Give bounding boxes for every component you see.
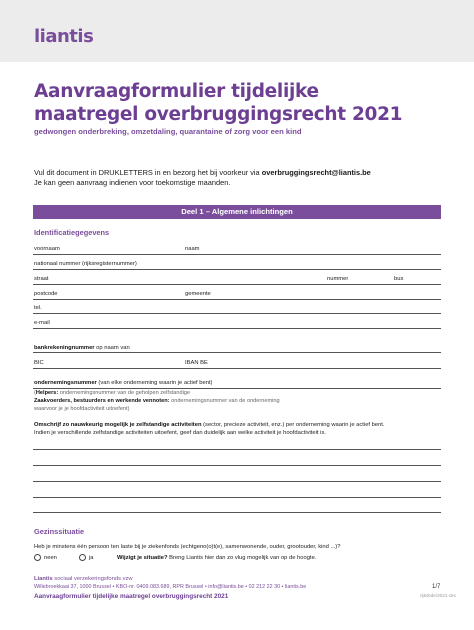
page-title [34, 80, 454, 126]
field-line-address[interactable] [33, 284, 441, 285]
label-ondernemingsnummer [34, 380, 213, 386]
footer-doc-title: Aanvraagformulier tijdelijke maatregel overbruggingsrecht 2021 [34, 593, 229, 600]
label-rijksregisternummer: nationaal nummer (rijksregisternummer) [34, 261, 137, 267]
footer-org-text: sociaal verzekeringsfonds vzw [52, 576, 133, 582]
title-line-1: Aanvraagformulier tijdelijke [34, 81, 319, 102]
field-line-bic-iban[interactable] [33, 368, 441, 369]
field-line-tel[interactable] [33, 313, 441, 314]
ondernemingsnummer-bold: ondernemingsnummer [34, 380, 97, 386]
section-1-header: Deel 1 – Algemene inlichtingen [33, 205, 441, 219]
footer-address: Willebroekkaai 37, 1000 Brussel • KBO-nr. 0409.083.689, RPR Brussel • info@liantis.be • 02 212 22 30 • liantis.be [34, 584, 307, 590]
gezinssituatie-question: Heb je minstens één persoon ten laste bij je ziekenfonds (echtgeno(o)t(e), samenwonende, ouder, grootouder, kind ...)? [34, 544, 341, 550]
liantis-logo: liantis [34, 26, 94, 47]
bank-bold: bankrekeningnummer [34, 345, 95, 351]
zaakvoerders-text: ondernemingsnummer van de onderneming [171, 398, 280, 404]
label-bus: bus [394, 276, 404, 282]
label-gemeente: gemeente [185, 291, 211, 297]
helpers-note-1: (Helpers: ondernemingsnummer van de geholpen zelfstandige [34, 390, 191, 396]
bank-rest: op naam van [94, 345, 130, 351]
label-tel: tel. [34, 305, 42, 311]
label-straat: straat [34, 276, 49, 282]
activity-line-1[interactable] [33, 449, 441, 450]
label-naam: naam [185, 246, 200, 252]
activiteit-rest: (sector, precieze activiteit, enz.) per onderneming waarin je actief bent. [201, 422, 385, 428]
radio-ja[interactable] [79, 554, 86, 561]
activity-line-2[interactable] [33, 465, 441, 466]
helpers-note-3: waarvoor je je hoofdactiviteit uitoefent) [34, 406, 130, 412]
activity-line-3[interactable] [33, 481, 441, 482]
label-ja: ja [89, 555, 94, 561]
label-neen: neen [44, 555, 57, 561]
field-line-rijksregister[interactable] [33, 269, 441, 270]
gezinssituatie-heading: Gezinssituatie [34, 527, 85, 536]
helpers-note-2 [34, 397, 280, 405]
footer-org-bold: Liantis [34, 576, 53, 582]
situation-change-note [117, 555, 316, 561]
radio-neen[interactable] [34, 554, 41, 561]
note-text: Breng Liantis hier dan zo vlug mogelijk van op de hoogte. [167, 555, 317, 561]
activity-line-5[interactable] [33, 512, 441, 513]
page-subtitle: gedwongen onderbreking, omzetdaling, quarantaine of zorg voor een kind [34, 127, 302, 136]
field-line-postcode[interactable] [33, 299, 441, 300]
label-bankrekening [34, 345, 130, 351]
note-bold: Wijzigt je situatie? [117, 555, 168, 561]
identification-heading: Identificatiegegevens [34, 228, 110, 237]
label-activiteit [34, 422, 385, 428]
contact-email-link[interactable]: overbruggingsrecht@liantis.be [261, 168, 371, 177]
label-nummer: nummer [327, 276, 349, 282]
page-number: 1/7 [432, 584, 441, 590]
label-postcode: postcode [34, 291, 58, 297]
helpers-bold: Helpers: [35, 390, 60, 396]
field-line-bank[interactable] [33, 352, 441, 353]
activity-line-4[interactable] [33, 497, 441, 498]
intro-text [34, 168, 444, 188]
activiteit-bold: Omschrijf zo nauwkeurig mogelijk je zelfstandige activiteiten [34, 422, 202, 428]
ondernemingsnummer-rest: (van elke onderneming waarin je actief bent) [96, 380, 213, 386]
label-iban: IBAN BE [185, 360, 208, 366]
label-voornaam: voornaam [34, 246, 60, 252]
activiteit-line-2: Indien je verschillende zelfstandige activiteiten uitoefent, geef dan duidelijk aan welke activiteit je hoofdactiviteit is. [34, 430, 326, 436]
intro-prefix: Vul dit document in DRUKLETTERS in en bezorg het bij voorkeur via [34, 168, 262, 177]
title-line-2: maatregel overbruggingsrecht 2021 [34, 104, 403, 125]
label-email: e-mail [34, 320, 50, 326]
field-line-name[interactable] [33, 254, 441, 255]
helpers-text: ondernemingsnummer van de geholpen zelfstandige [59, 390, 191, 396]
doc-reference: rijksbde/2021-cks [420, 593, 456, 598]
field-line-email[interactable] [33, 328, 441, 329]
label-bic: BIC [34, 360, 44, 366]
zaakvoerders-bold: Zaakvoerders, bestuurders en werkende vennoten: [34, 398, 172, 404]
footer-org [34, 576, 133, 582]
intro-line-2: Je kan geen aanvraag indienen voor toekomstige maanden. [34, 178, 231, 187]
